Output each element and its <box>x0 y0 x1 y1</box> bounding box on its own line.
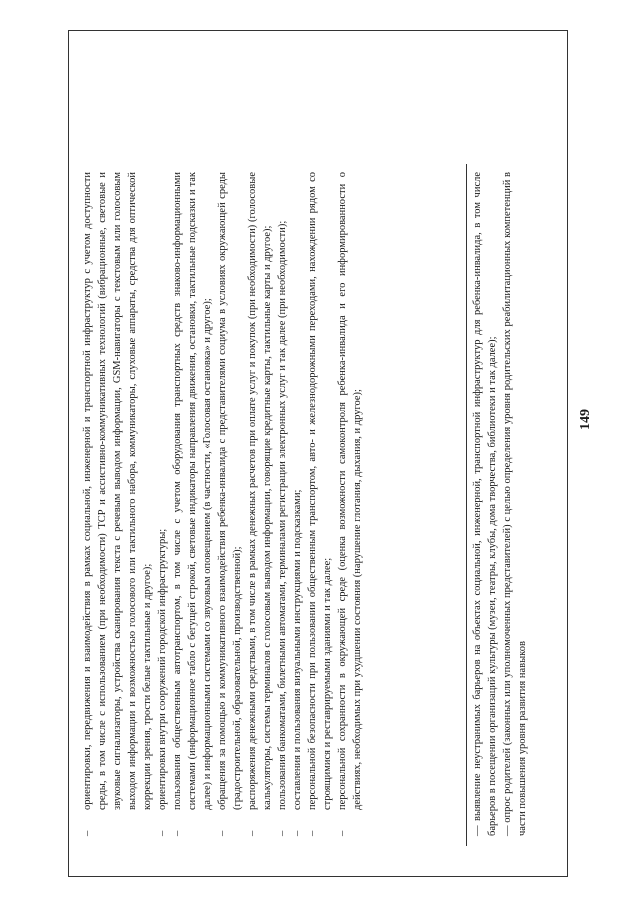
item-text: распоряжения денежными средствами, в том числе в рамках денежных расчетов при оплате услуг и покупок (при необходимости) (голосовые калькуляторы, системы терминалов с голосовым выводом информации, говорящие кредитные карты, тактильные карты и другое); <box>247 172 273 810</box>
page-number: 149 <box>578 409 593 430</box>
dash-marker: – <box>292 830 303 836</box>
item-text: пользования общественным автотранспортом, в том числе с учетом оборудования транспортных средств знаково-информационными системами (информационное табло с бегущей строкой, световые индикаторы направления движения, остановки, тактильные подсказки и так далее) и информационными системами со звуковым оповещением (в частности, «Голосовая остановка» и другое); <box>172 172 213 810</box>
dash-marker: – <box>217 830 228 836</box>
item-text: ориентировки внутри сооружений городской инфраструктуры; <box>157 528 168 810</box>
item-text: составления и пользования визуальными инструкциями и подсказками; <box>292 489 303 810</box>
dash-marker: – <box>157 830 168 836</box>
tail-paragraph: — выявление неустранимых барьеров на объектах социальной, инженерной, транспортной инфраструктур для ребенка-инвалида, в том числе барьеров в посещении организаций культуры (музеи, театры, клубы, дома творчества, библиотеки и так далее); <box>472 172 498 836</box>
dash-marker: – <box>172 830 183 836</box>
list-item <box>170 172 215 836</box>
dash-marker: – <box>277 830 288 836</box>
list-item <box>80 172 155 836</box>
rotated-content <box>78 164 556 846</box>
tail-paragraph: — опрос родителей (законных или уполномоченных представителей) с целью определения уровня родительских реабилитационных компетенций в части повышения уровня развития навыков <box>502 172 528 836</box>
dash-marker: – <box>247 830 258 836</box>
item-list <box>78 164 365 846</box>
list-item <box>335 172 365 836</box>
dash-marker: – <box>337 830 348 836</box>
item-text: обращения за помощью и коммуникативного взаимодействия ребенка-инвалида с представителями социума в условиях окружающей среды (градостроительной, образовательной, производственной); <box>217 172 243 810</box>
column-divider <box>466 164 467 846</box>
item-text: персональной сохранности в окружающей среде (оценка возможности самоконтроля ребенка-инвалида и его информированности о действиях, необходимых при ухудшении состояния (нарушение глотания, дыхания, и другое); <box>337 172 363 810</box>
list-item <box>290 172 305 836</box>
list-item <box>155 172 170 836</box>
item-text: ориентировки, передвижения и взаимодействия в рамках социальной, инженерной и транспортной инфраструктур с учетом доступности среды, в том числе с использованием (при необходимости) ТСР и ассистивно-коммуникативных технологий (вибрационные, световые и звуковые сигнализаторы, устройства сканирования текста с речевым выводом информации, GSM-навигаторы с текстовым или голосовым выходом информации и возможностью голосового или тактильного набора, коммуникаторы, слуховые аппараты, средства для оптической коррекции зрения, трости белые тактильные и другое); <box>82 172 153 810</box>
tail-paragraphs <box>470 164 530 846</box>
item-text: пользования банкоматами, билетными автоматами, терминалами регистрации электронных услуг и так далее (при необходимости); <box>277 220 288 810</box>
list-item <box>275 172 290 836</box>
item-text: персональной безопасности при пользовании общественным транспортом, авто- и железнодорожными переходами, нахождении рядом со строящимися и реставрируемыми зданиями и так далее; <box>307 172 333 810</box>
list-item <box>215 172 245 836</box>
list-item <box>245 172 275 836</box>
list-item <box>305 172 335 836</box>
dash-marker: – <box>307 830 318 836</box>
dash-marker: – <box>82 830 93 836</box>
